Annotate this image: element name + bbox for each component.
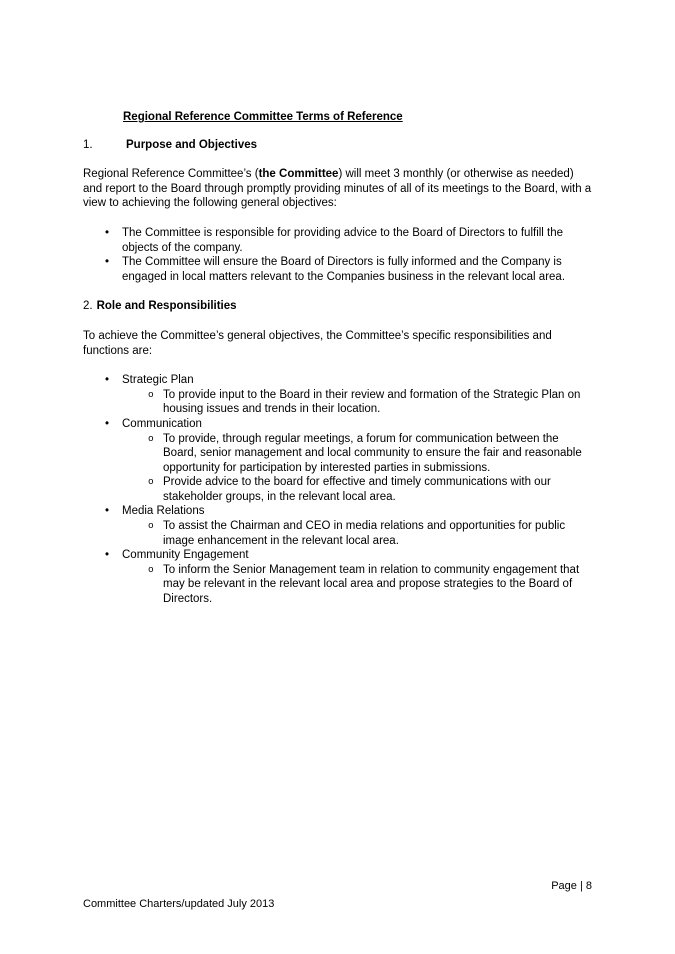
bullet-item — [83, 417, 592, 432]
intro-text-bold: the Committee — [258, 168, 339, 181]
sub-bullet-item — [83, 519, 592, 548]
sub-bullet-text: Provide advice to the board for effective and timely communications with our stakeholder groups, in the relevant local area. — [163, 476, 551, 503]
circle-bullet-icon: o — [148, 520, 154, 532]
bullet-icon: • — [105, 549, 110, 562]
bullet-text: The Committee is responsible for providing advice to the Board of Directors to fulfill the objects of the company. — [122, 226, 564, 254]
intro-text-pre: Regional Reference Committee’s ( — [83, 168, 259, 181]
circle-bullet-icon: o — [148, 432, 154, 444]
bullet-item — [83, 373, 592, 388]
footer-page-number: Page | 8 — [551, 880, 592, 892]
circle-bullet-icon: o — [148, 476, 154, 488]
section1-heading-text: Purpose and Objectives — [126, 138, 258, 151]
circle-bullet-icon: o — [148, 563, 154, 575]
bullet-item — [83, 548, 592, 563]
section2-heading-text: Role and Responsibilities — [96, 300, 237, 313]
bullet-icon: • — [105, 226, 110, 239]
section2-heading — [83, 299, 592, 314]
bullet-text: Community Engagement — [122, 549, 249, 562]
sub-bullet-text: To provide, through regular meetings, a forum for communication between the Board, senior management and local community to ensure the fair and reasonable opportunity for participation by interested parties in submissions. — [163, 432, 582, 474]
section1-heading — [83, 138, 592, 153]
footer-doc-label: Committee Charters/updated July 2013 — [83, 898, 275, 910]
sub-bullet-text: To inform the Senior Management team in relation to community engagement that may be relevant in the relevant local area and propose strategies to the Board of Directors. — [163, 563, 580, 606]
circle-bullet-icon: o — [148, 388, 154, 400]
sub-bullet-item — [83, 388, 592, 417]
bullet-item — [83, 255, 592, 284]
section1-number: 1. — [83, 138, 93, 151]
bullet-text: Strategic Plan — [122, 374, 194, 387]
bullet-item — [83, 226, 592, 255]
sub-bullet-text: To assist the Chairman and CEO in media relations and opportunities for public image enhancement in the relevant local area. — [163, 520, 566, 547]
section1-intro-paragraph — [83, 167, 592, 211]
bullet-text: Communication — [122, 417, 202, 430]
bullet-icon: • — [105, 256, 110, 269]
sub-bullet-text: To provide input to the Board in their review and formation of the Strategic Plan on housing issues and trends in their location. — [163, 388, 581, 416]
sub-bullet-item — [83, 475, 592, 504]
bullet-item — [83, 504, 592, 519]
intro-text-post: ) will meet 3 monthly (or otherwise as needed) and report to the Board through promptly providing minutes of all of its meetings to the Board, with a view to achieving the following general objectives: — [83, 168, 592, 210]
bullet-icon: • — [105, 505, 110, 518]
bullet-text: The Committee will ensure the Board of Directors is fully informed and the Company is engaged in local matters relevant to the Companies business in the relevant local area. — [122, 256, 566, 283]
bullet-icon: • — [105, 374, 110, 387]
bullet-icon: • — [105, 417, 110, 430]
section2-bullet-list — [83, 373, 592, 607]
section1-bullet-list — [83, 226, 592, 284]
doc-title-text: Regional Reference Committee Terms of Reference — [123, 111, 403, 123]
section2-number: 2. — [83, 300, 93, 313]
section2-intro-paragraph: To achieve the Committee’s general objectives, the Committee’s specific responsibilities and functions are: — [83, 329, 552, 357]
bullet-text: Media Relations — [122, 505, 205, 518]
sub-bullet-item — [83, 432, 592, 476]
sub-bullet-item — [83, 563, 592, 607]
doc-title — [123, 110, 592, 125]
